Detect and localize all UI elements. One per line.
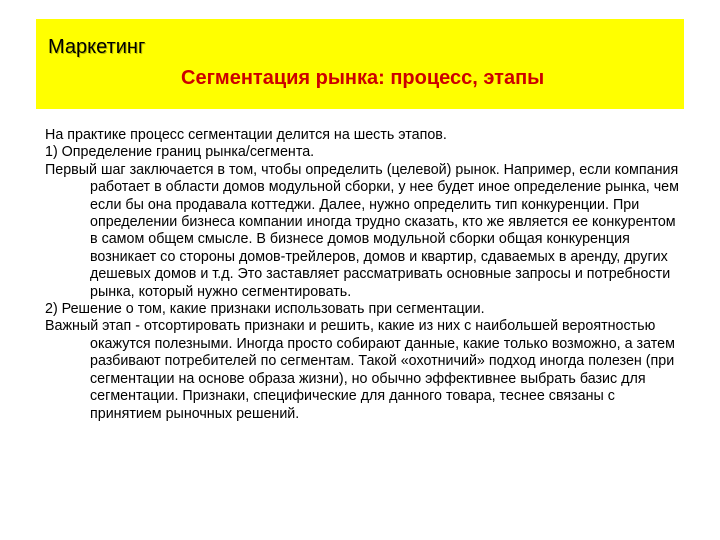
paragraph-step-1-heading: 1) Определение границ рынка/сегмента.	[45, 144, 315, 161]
slide-subtitle: Сегментация рынка: процесс, этапы	[181, 67, 545, 89]
slide-body	[45, 127, 685, 423]
paragraph-intro: На практике процесс сегментации делится на шесть этапов.	[45, 127, 447, 143]
paragraph-step-1-text: Первый шаг заключается в том, чтобы определить (целевой) рынок. Например, если компания работает в области домов модульной сборки, у нее будет иное определение рынка, чем если бы она продавала коттеджи. Далее, нужно определить тип конкуренции. При определении бизнеса компании иногда трудно сказать, кто же является ее конкурентом в самом общем смысле. В бизнесе домов модульной сборки общая конкуренция возникает со стороны домов-трейлеров, домов и квартир, сдаваемых в аренду, других дешевых домов и т.д. Это заставляет рассматривать основные запросы и потребности рынка, который нужно сегментировать.	[45, 161, 679, 300]
paragraph-step-2-heading: 2) Решение о том, какие признаки использовать при сегментации.	[45, 301, 485, 318]
slide-title: Маркетинг	[48, 36, 146, 58]
paragraph-step-2-text: Важный этап - отсортировать признаки и решить, какие из них с наибольшей вероятностью окажутся полезными. Иногда просто собирают данные, какие только возможно, а затем разбивают потребителей по сегментам. Такой «охотничий» подход иногда полезен (при сегментации на основе образа жизни), но обычно эффективнее выбрать базис для сегментации. Признаки, специфические для данного товара, теснее связаны с принятием рыночных решений.	[45, 318, 675, 422]
title-banner	[36, 19, 684, 109]
